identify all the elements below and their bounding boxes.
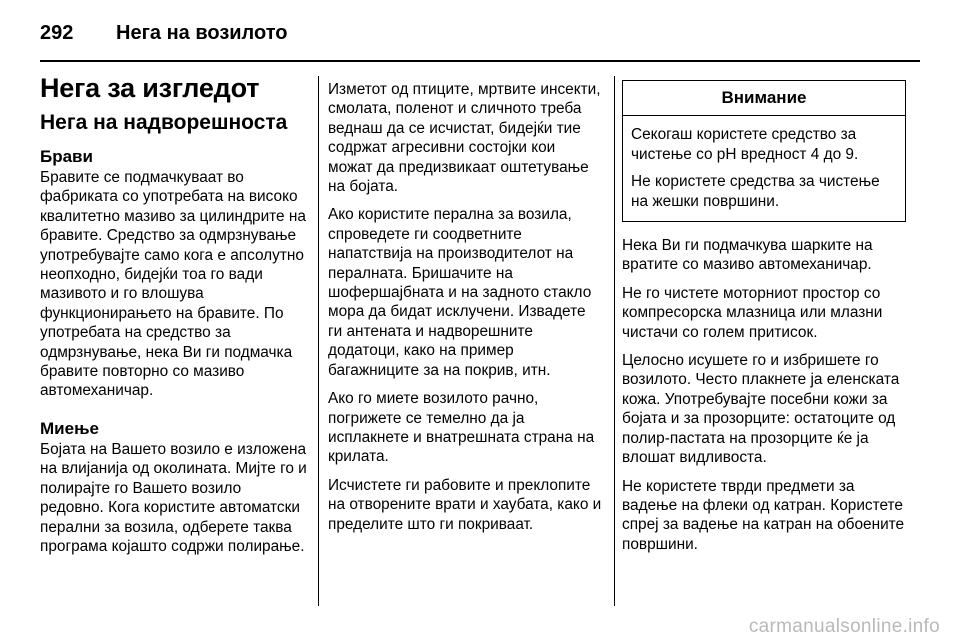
caution-box bbox=[622, 80, 906, 222]
paragraph: Не користете тврди предмети за вадење на флеки од катран. Користете спреј за вадење на катран на обоените површини. bbox=[622, 477, 905, 553]
section-title: Нега на надворешноста bbox=[40, 111, 288, 134]
paragraph: Целосно исушете го и избришете го возилото. Често плакнете ја еленската кожа. Употребувајте посебни кожи за бојата и за прозорците: остатоците од полир-пастата на прозорците ќе ја влошат видливоста. bbox=[622, 352, 900, 467]
column-2 bbox=[328, 80, 604, 543]
caution-text: Секогаш користете средство за чистење со pH вредност 4 до 9. bbox=[631, 126, 859, 163]
column-divider-2 bbox=[614, 76, 615, 606]
running-title: Нега на возилото bbox=[116, 22, 288, 44]
caution-body bbox=[623, 116, 905, 221]
page-title: Нега за изгледот bbox=[40, 73, 260, 103]
column-1 bbox=[40, 70, 308, 565]
watermark: carmanualsonline.info bbox=[748, 616, 940, 637]
heading-washing: Миење bbox=[40, 418, 99, 438]
paragraph: Не го чистете моторниот простор со компресорска млазница или млазни чистачи со голем притисок. bbox=[622, 284, 883, 341]
page-number: 292 bbox=[40, 22, 74, 44]
paragraph: Ако користите перална за возила, спроведете ги соодветните напатствија на производителот на пералната. Бришачите на шофершајбната и на задното стакло мора да бидат исклучени. Извадете ги антената и надворешните додатоци, како на пример багажниците за на покрив, итн. bbox=[328, 206, 592, 379]
heading-locks: Брави bbox=[40, 147, 93, 166]
paragraph: Исчистете ги рабовите и преклопите на отворените врати и хаубата, како и пределите што ги покриваат. bbox=[328, 476, 602, 533]
caution-text: Не користете средства за чистење на жешки површини. bbox=[631, 173, 880, 210]
caution-title: Внимание bbox=[623, 81, 905, 116]
column-3 bbox=[622, 80, 906, 563]
page-header bbox=[40, 22, 920, 62]
paragraph: Нека Ви ги подмачкува шарките на вратите со мазиво автомеханичар. bbox=[622, 237, 873, 274]
header-divider bbox=[40, 60, 920, 62]
paragraph-locks: Бравите се подмачкуваат во фабриката со употребата на високо квалитетно мазиво за цилиндрите на бравите. Средство за одмрзнување употребувајте само кога е апсолутно неопходно, бидејќи тоа го вади мазивото и го влошува функционирањето на бравите. По употребата на средство за одмрзнување, нека Ви ги подмачка бравите повторно со мазиво автомеханичар. bbox=[40, 169, 306, 400]
paragraph: Ако го миете возилото рачно, погрижете се темелно да ја исплакнете и внатрешната страна на крилата. bbox=[328, 390, 595, 466]
paragraph: Изметот од птиците, мртвите инсекти, смолата, поленот и сличното треба веднаш да се исчистат, бидејќи тие содржат агресивни состојки кои можат да предизвикаат оштетување на бојата. bbox=[328, 81, 601, 196]
paragraph-washing: Бојата на Вашето возило е изложена на влијанија од околината. Мијте го и полирајте го Вашето возило редовно. Кога користите автоматски перални за возила, одберете таква програма којашто содржи полирање. bbox=[40, 440, 307, 555]
column-divider-1 bbox=[318, 76, 319, 606]
